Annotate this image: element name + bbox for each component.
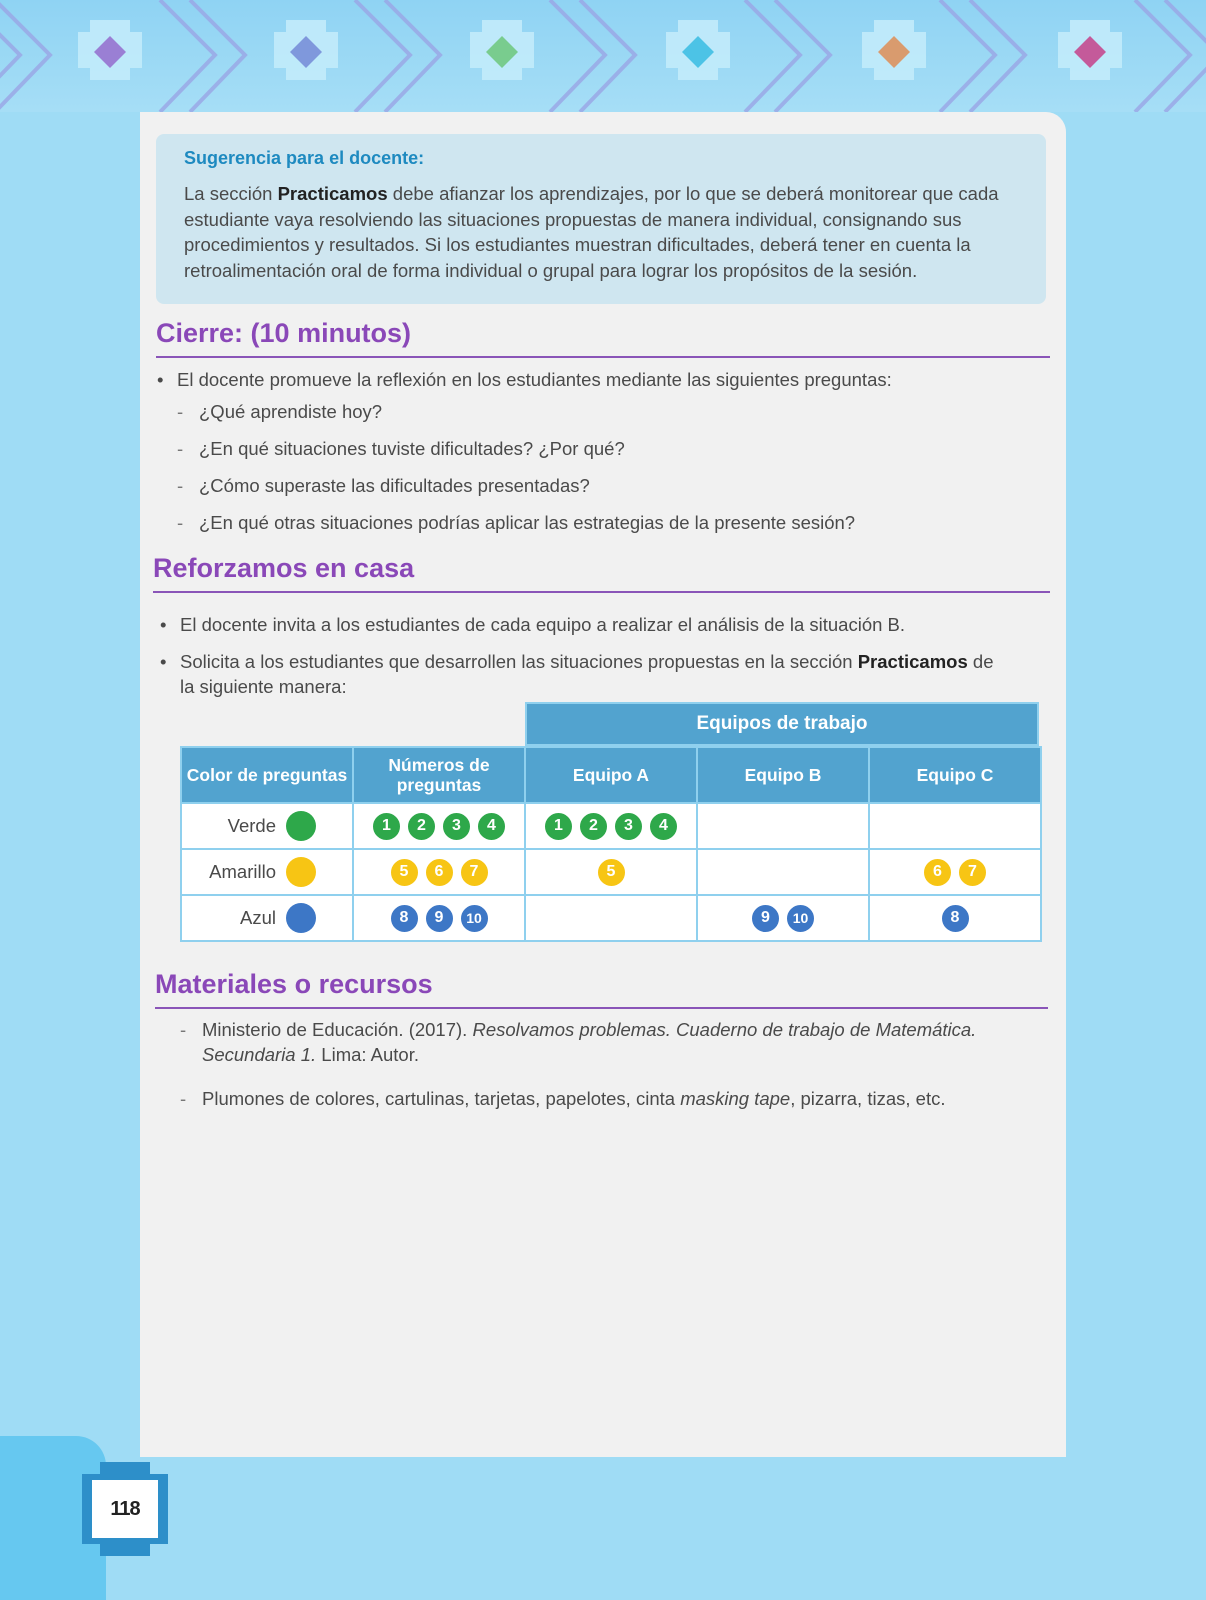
cierre-bullet: • El docente promueve la reflexión en los estudiantes mediante las siguientes preguntas: [157,369,892,390]
table-cell [353,849,525,895]
question-number-badge: 4 [476,811,507,842]
table-row [181,849,1041,895]
table-cell [353,803,525,849]
table-cell [697,803,869,849]
teacher-suggestion-box [156,134,1046,304]
question-number-badge: 1 [371,811,402,842]
question-number-badge: 1 [543,811,574,842]
suggestion-title: Sugerencia para el docente: [184,148,425,168]
reforzamos-bullet-1: • El docente invita a los estudiantes de cada equipo a realizar el análisis de la situación B. [160,614,906,635]
andean-pattern-icon [0,0,1206,112]
question-number-badge: 9 [750,903,781,934]
table-row [181,803,1041,849]
color-label-cell [181,849,353,895]
teams-header: Equipos de trabajo [525,702,1039,746]
material-item: - Ministerio de Educación. (2017). Resolvamos problemas. Cuaderno de trabajo de Matemática. [180,1019,977,1040]
question-number-badge: 2 [578,811,609,842]
section-divider [156,356,1050,358]
question-number-badge: 4 [648,811,679,842]
col-team-c-header: Equipo C [869,747,1041,803]
page-number-badge [82,1462,168,1556]
question-number-badge: 3 [441,811,472,842]
question-number-badge: 6 [424,857,455,888]
question-number-badge: 7 [957,857,988,888]
table-cell [525,895,697,941]
question-number-badge: 5 [596,857,627,888]
question-number-badge: 8 [389,903,420,934]
question-number-badge: 10 [785,903,816,934]
question-number-badge: 7 [459,857,490,888]
color-dot-icon [286,903,316,933]
reforzamos-heading: Reforzamos en casa [153,553,415,583]
col-numbers-header: Números de preguntas [353,747,525,803]
table-cell [869,849,1041,895]
table-cell [525,803,697,849]
materiales-heading: Materiales o recursos [155,969,433,999]
col-team-b-header: Equipo B [697,747,869,803]
question-item: - ¿En qué otras situaciones podrías aplicar las estrategias de la presente sesión? [177,512,856,533]
question-item: - ¿En qué situaciones tuviste dificultades? ¿Por qué? [177,438,625,459]
question-assignment-table [180,746,1042,942]
question-number-badge: 5 [389,857,420,888]
question-number-badge: 2 [406,811,437,842]
table-cell [525,849,697,895]
table-cell [353,895,525,941]
col-team-a-header: Equipo A [525,747,697,803]
question-number-badge: 10 [459,903,490,934]
color-dot-icon [286,857,316,887]
table-cell [869,895,1041,941]
reforzamos-bullet-2: • Solicita a los estudiantes que desarrollen las situaciones propuestas en la sección Practicamos de [160,651,994,672]
page-number: 118 [110,1497,140,1520]
color-label: Amarillo [209,861,276,882]
cierre-heading: Cierre: (10 minutos) [156,318,412,348]
table-cell [697,849,869,895]
question-number-badge: 9 [424,903,455,934]
color-label-cell [181,803,353,849]
question-item: - ¿Qué aprendiste hoy? [177,401,383,422]
question-number-badge: 6 [922,857,953,888]
suggestion-text: La sección Practicamos debe afianzar los aprendizajes, por lo que se deberá monitorear que cada estudiante vaya resolviendo las situaciones propuestas de manera individual, consignando sus procedimientos y resultados. Si los estudiantes muestran dificultades, deberá tener en cuenta la retroalimentación oral de forma individual o grupal para lograr los propósitos de la sesión. [184,183,999,281]
table-row [181,895,1041,941]
section-divider [153,591,1050,593]
question-item: - ¿Cómo superaste las dificultades presentadas? [177,475,590,496]
decorative-top-band [0,0,1206,112]
table-cell [697,895,869,941]
reforzamos-bullet-2-cont: la siguiente manera: [180,676,347,697]
col-color-header: Color de preguntas [181,747,353,803]
color-dot-icon [286,811,316,841]
table-cell [869,803,1041,849]
color-label: Verde [227,815,276,836]
section-divider [155,1007,1048,1009]
material-item: - Plumones de colores, cartulinas, tarjetas, papelotes, cinta masking tape, pizarra, tizas, etc. [180,1088,946,1109]
question-number-badge: 8 [940,903,971,934]
material-item-cont: Secundaria 1. Lima: Autor. [202,1044,420,1065]
color-label: Azul [240,907,276,928]
question-number-badge: 3 [613,811,644,842]
color-label-cell [181,895,353,941]
